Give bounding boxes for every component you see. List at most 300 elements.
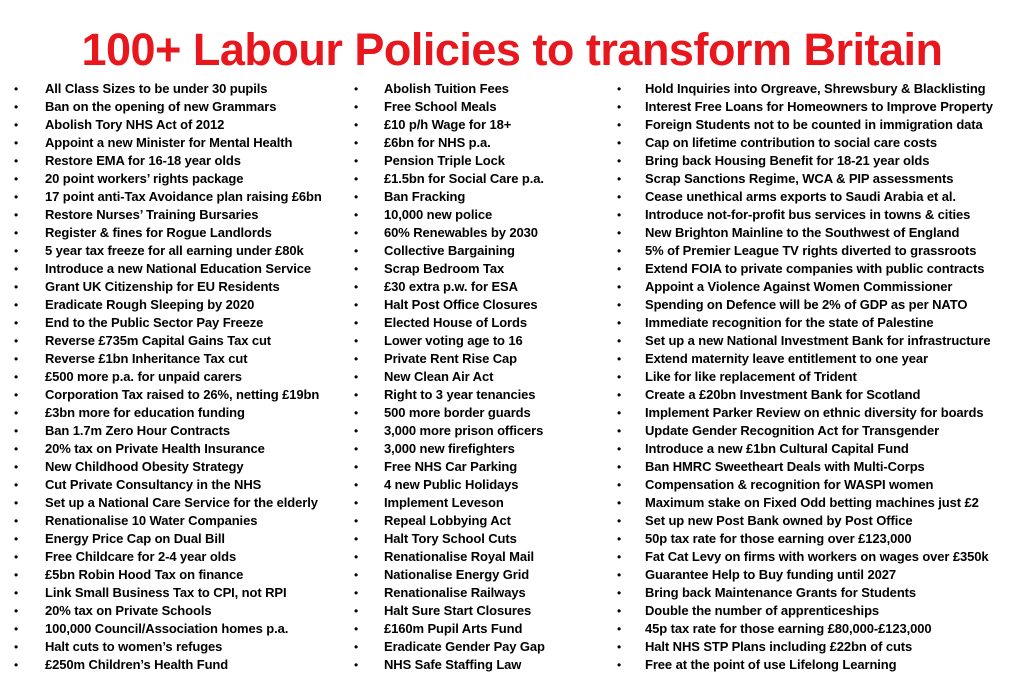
policy-text: Nationalise Energy Grid [384,567,530,582]
policy-item [617,278,1022,296]
bullet-icon: • [354,82,359,96]
policy-text: Renationalise Railways [384,585,526,600]
policy-item [617,530,1022,548]
policy-text: Bring back Housing Benefit for 18-21 year olds [645,153,930,168]
bullet-icon: • [617,118,622,132]
bullet-icon: • [617,514,622,528]
policy-item [617,170,1022,188]
policy-text: All Class Sizes to be under 30 pupils [45,81,268,96]
bullet-icon: • [14,478,19,492]
policy-item [14,566,354,584]
policy-item [354,656,618,674]
bullet-icon: • [354,100,359,114]
policy-text: Introduce a new National Education Service [45,261,311,276]
policy-text: Halt Tory School Cuts [384,531,517,546]
policy-text: 20% tax on Private Schools [45,603,212,618]
policy-item [354,296,618,314]
bullet-icon: • [617,190,622,204]
policy-text: Restore Nurses’ Training Bursaries [45,207,259,222]
policy-text: Reverse £1bn Inheritance Tax cut [45,351,248,366]
bullet-icon: • [354,244,359,258]
policy-text: Abolish Tuition Fees [384,81,509,96]
policy-item [14,404,354,422]
policy-item [14,260,354,278]
policy-text: Renationalise 10 Water Companies [45,513,258,528]
policy-item [617,458,1022,476]
policy-text: Scrap Bedroom Tax [384,261,505,276]
policy-item [354,602,618,620]
policy-item [617,98,1022,116]
policy-item [617,188,1022,206]
bullet-icon: • [14,622,19,636]
policy-text: Scrap Sanctions Regime, WCA & PIP assessments [645,171,954,186]
policy-text: Cut Private Consultancy in the NHS [45,477,262,492]
bullet-icon: • [617,262,622,276]
bullet-icon: • [617,298,622,312]
policy-text: Hold Inquiries into Orgreave, Shrewsbury & Blacklisting [645,81,986,96]
policy-text: Ban on the opening of new Grammars [45,99,277,114]
policy-item [14,368,354,386]
policy-text: Halt cuts to women’s refuges [45,639,223,654]
bullet-icon: • [354,316,359,330]
policy-item [354,584,618,602]
bullet-icon: • [14,352,19,366]
policy-text: Halt Post Office Closures [384,297,538,312]
policy-text: Halt NHS STP Plans including £22bn of cuts [645,639,913,654]
policy-text: Foreign Students not to be counted in immigration data [645,117,983,132]
policy-item [354,170,618,188]
policy-text: Corporation Tax raised to 26%, netting £19bn [45,387,320,402]
policy-item [354,80,618,98]
bullet-icon: • [14,172,19,186]
bullet-icon: • [617,424,622,438]
bullet-icon: • [617,640,622,654]
bullet-icon: • [14,280,19,294]
policy-item [354,566,618,584]
policy-text: Eradicate Gender Pay Gap [384,639,545,654]
policy-text: Extend maternity leave entitlement to one year [645,351,928,366]
bullet-icon: • [14,136,19,150]
policy-text: Restore EMA for 16-18 year olds [45,153,241,168]
policy-item [617,296,1022,314]
policy-item [14,242,354,260]
bullet-icon: • [354,370,359,384]
bullet-icon: • [14,208,19,222]
policy-item [354,494,618,512]
bullet-icon: • [617,370,622,384]
policy-item [14,440,354,458]
policy-item [617,476,1022,494]
bullet-icon: • [354,604,359,618]
policy-text: New Childhood Obesity Strategy [45,459,244,474]
policy-item [617,620,1022,638]
policy-item [354,224,618,242]
bullet-icon: • [617,244,622,258]
policy-text: Like for like replacement of Trident [645,369,857,384]
policy-item [14,656,354,674]
bullet-icon: • [354,586,359,600]
policy-item [354,206,618,224]
policy-text: £500 more p.a. for unpaid carers [45,369,242,384]
policy-text: £160m Pupil Arts Fund [384,621,523,636]
policy-text: Maximum stake on Fixed Odd betting machines just £2 [645,495,979,510]
policy-text: Ban Fracking [384,189,466,204]
bullet-icon: • [354,460,359,474]
bullet-icon: • [617,316,622,330]
policy-item [14,152,354,170]
policy-item [14,350,354,368]
bullet-icon: • [617,604,622,618]
policy-item [354,476,618,494]
bullet-icon: • [14,226,19,240]
bullet-icon: • [14,370,19,384]
policy-text: Fat Cat Levy on firms with workers on wages over £350k [645,549,989,564]
bullet-icon: • [617,388,622,402]
bullet-icon: • [354,658,359,672]
bullet-icon: • [354,406,359,420]
policy-item [14,638,354,656]
policy-item [354,530,618,548]
policy-item [354,620,618,638]
bullet-icon: • [14,550,19,564]
bullet-icon: • [617,550,622,564]
policy-text: 4 new Public Holidays [384,477,519,492]
bullet-icon: • [617,478,622,492]
policy-text: Implement Parker Review on ethnic diversity for boards [645,405,984,420]
policy-item [14,422,354,440]
bullet-icon: • [617,172,622,186]
bullet-icon: • [617,532,622,546]
policy-text: Reverse £735m Capital Gains Tax cut [45,333,272,348]
policy-item [14,278,354,296]
bullet-icon: • [617,406,622,420]
policy-text: Extend FOIA to private companies with public contracts [645,261,985,276]
bullet-icon: • [14,496,19,510]
policy-text: NHS Safe Staffing Law [384,657,522,672]
bullet-icon: • [617,280,622,294]
policy-item [14,296,354,314]
policy-text: Energy Price Cap on Dual Bill [45,531,225,546]
policy-item [617,116,1022,134]
policy-text: 3,000 new firefighters [384,441,515,456]
policy-item [617,314,1022,332]
bullet-icon: • [14,100,19,114]
policy-text: £10 p/h Wage for 18+ [384,117,512,132]
bullet-icon: • [354,118,359,132]
policy-text: 20 point workers’ rights package [45,171,244,186]
policy-column-1 [14,80,354,674]
policy-item [354,116,618,134]
policy-text: Interest Free Loans for Homeowners to Improve Property [645,99,993,114]
policy-item [354,134,618,152]
bullet-icon: • [14,118,19,132]
policy-item [354,512,618,530]
policy-item [354,332,618,350]
policy-item [617,332,1022,350]
policy-text: New Brighton Mainline to the Southwest of England [645,225,960,240]
policy-item [14,188,354,206]
policy-item [14,512,354,530]
policy-item [617,494,1022,512]
bullet-icon: • [617,658,622,672]
policy-text: 45p tax rate for those earning £80,000-£123,000 [645,621,932,636]
policy-column-3 [617,80,1022,674]
policy-text: £5bn Robin Hood Tax on finance [45,567,244,582]
policy-item [14,530,354,548]
policy-item [354,422,618,440]
policy-text: £30 extra p.w. for ESA [384,279,518,294]
bullet-icon: • [617,352,622,366]
policy-item [617,134,1022,152]
policy-item [14,314,354,332]
bullet-icon: • [354,280,359,294]
policy-text: 100,000 Council/Association homes p.a. [45,621,289,636]
bullet-icon: • [617,622,622,636]
policy-item [354,440,618,458]
policy-item [617,242,1022,260]
policy-item [354,260,618,278]
bullet-icon: • [14,442,19,456]
bullet-icon: • [354,478,359,492]
bullet-icon: • [14,154,19,168]
policy-item [14,458,354,476]
policy-item [14,98,354,116]
policy-item [354,314,618,332]
bullet-icon: • [617,568,622,582]
bullet-icon: • [617,442,622,456]
policy-column-2 [354,80,618,674]
policy-text: Right to 3 year tenancies [384,387,536,402]
bullet-icon: • [14,406,19,420]
bullet-icon: • [14,334,19,348]
policy-text: Set up a new National Investment Bank for infrastructure [645,333,991,348]
bullet-icon: • [354,514,359,528]
policy-item [617,152,1022,170]
policy-item [14,332,354,350]
policy-text: Introduce a new £1bn Cultural Capital Fund [645,441,909,456]
policy-text: 10,000 new police [384,207,493,222]
policy-text: End to the Public Sector Pay Freeze [45,315,264,330]
policy-text: Cease unethical arms exports to Saudi Arabia et al. [645,189,956,204]
policy-text: Appoint a new Minister for Mental Health [45,135,293,150]
policy-item [14,602,354,620]
policy-item [617,584,1022,602]
policy-item [617,566,1022,584]
bullet-icon: • [14,586,19,600]
bullet-icon: • [14,298,19,312]
policy-item [14,494,354,512]
policy-item [617,440,1022,458]
policy-item [617,422,1022,440]
bullet-icon: • [354,640,359,654]
policy-text: Register & fines for Rogue Landlords [45,225,272,240]
policy-text: Immediate recognition for the state of Palestine [645,315,934,330]
bullet-icon: • [354,532,359,546]
policy-text: Create a £20bn Investment Bank for Scotland [645,387,921,402]
bullet-icon: • [617,100,622,114]
bullet-icon: • [354,622,359,636]
policy-item [617,656,1022,674]
bullet-icon: • [354,136,359,150]
bullet-icon: • [14,190,19,204]
policy-item [617,386,1022,404]
policy-item [617,404,1022,422]
policy-item [14,386,354,404]
bullet-icon: • [14,532,19,546]
policy-text: £1.5bn for Social Care p.a. [384,171,544,186]
policy-item [14,548,354,566]
policy-text: Link Small Business Tax to CPI, not RPI [45,585,287,600]
policy-item [14,476,354,494]
bullet-icon: • [354,262,359,276]
page-title: 100+ Labour Policies to transform Britain [81,24,943,75]
policy-item [617,602,1022,620]
policy-text: 60% Renewables by 2030 [384,225,538,240]
policy-text: Free Childcare for 2-4 year olds [45,549,237,564]
policy-text: 500 more border guards [384,405,531,420]
bullet-icon: • [354,154,359,168]
policy-item [617,548,1022,566]
bullet-icon: • [14,658,19,672]
policy-item [14,206,354,224]
policy-text: Pension Triple Lock [384,153,505,168]
policy-item [14,80,354,98]
policy-text: Free at the point of use Lifelong Learning [645,657,897,672]
policy-item [617,260,1022,278]
policy-text: Update Gender Recognition Act for Transgender [645,423,940,438]
policy-text: Ban HMRC Sweetheart Deals with Multi-Corps [645,459,925,474]
bullet-icon: • [354,568,359,582]
policy-item [354,188,618,206]
policy-text: Lower voting age to 16 [384,333,523,348]
policy-text: 3,000 more prison officers [384,423,544,438]
policy-item [354,368,618,386]
policy-text: Collective Bargaining [384,243,515,258]
policy-text: 5 year tax freeze for all earning under £80k [45,243,304,258]
bullet-icon: • [354,352,359,366]
policy-item [617,512,1022,530]
policy-item [14,620,354,638]
policy-text: 50p tax rate for those earning over £123,000 [645,531,912,546]
bullet-icon: • [354,496,359,510]
policy-text: Spending on Defence will be 2% of GDP as per NATO [645,297,968,312]
bullet-icon: • [617,82,622,96]
policy-text: Elected House of Lords [384,315,527,330]
bullet-icon: • [354,442,359,456]
bullet-icon: • [617,460,622,474]
policy-text: Grant UK Citizenship for EU Residents [45,279,280,294]
bullet-icon: • [14,640,19,654]
bullet-icon: • [14,604,19,618]
policy-text: Eradicate Rough Sleeping by 2020 [45,297,255,312]
policy-text: Cap on lifetime contribution to social care costs [645,135,937,150]
policy-item [617,80,1022,98]
policy-text: Introduce not-for-profit bus services in towns & cities [645,207,971,222]
bullet-icon: • [617,496,622,510]
policy-item [14,584,354,602]
policy-item [354,404,618,422]
bullet-icon: • [14,316,19,330]
policy-text: Repeal Lobbying Act [384,513,511,528]
policy-text: Private Rent Rise Cap [384,351,518,366]
policy-text: Free NHS Car Parking [384,459,518,474]
policy-item [354,638,618,656]
policy-text: 5% of Premier League TV rights diverted to grassroots [645,243,977,258]
policy-item [14,116,354,134]
bullet-icon: • [354,298,359,312]
bullet-icon: • [354,190,359,204]
policy-item [354,458,618,476]
bullet-icon: • [617,226,622,240]
bullet-icon: • [354,334,359,348]
bullet-icon: • [14,262,19,276]
policy-text: £3bn more for education funding [45,405,245,420]
policy-item [617,368,1022,386]
policy-text: New Clean Air Act [384,369,494,384]
policy-text: Guarantee Help to Buy funding until 2027 [645,567,896,582]
policy-text: Set up a National Care Service for the elderly [45,495,318,510]
policy-text: Implement Leveson [384,495,504,510]
bullet-icon: • [354,208,359,222]
policy-text: Bring back Maintenance Grants for Students [645,585,917,600]
policy-text: Halt Sure Start Closures [384,603,532,618]
bullet-icon: • [14,424,19,438]
bullet-icon: • [14,244,19,258]
policy-item [617,206,1022,224]
policy-item [14,224,354,242]
bullet-icon: • [354,388,359,402]
policy-text: Renationalise Royal Mail [384,549,535,564]
bullet-icon: • [354,172,359,186]
policy-item [617,638,1022,656]
bullet-icon: • [354,424,359,438]
bullet-icon: • [14,82,19,96]
bullet-icon: • [354,550,359,564]
policy-text: £6bn for NHS p.a. [384,135,491,150]
bullet-icon: • [617,586,622,600]
bullet-icon: • [354,226,359,240]
policy-item [14,134,354,152]
policy-text: Appoint a Violence Against Women Commissioner [645,279,953,294]
policy-item [354,386,618,404]
policy-text: Compensation & recognition for WASPI women [645,477,934,492]
policy-item [354,242,618,260]
bullet-icon: • [14,568,19,582]
policy-item [354,548,618,566]
bullet-icon: • [14,460,19,474]
bullet-icon: • [617,208,622,222]
policy-text: Set up new Post Bank owned by Post Office [645,513,913,528]
policy-item [617,224,1022,242]
policy-item [354,152,618,170]
bullet-icon: • [14,514,19,528]
policy-text: 17 point anti-Tax Avoidance plan raising £6bn [45,189,322,204]
policy-text: £250m Children’s Health Fund [45,657,229,672]
policy-item [354,350,618,368]
policy-text: Abolish Tory NHS Act of 2012 [45,117,225,132]
policy-text: Ban 1.7m Zero Hour Contracts [45,423,231,438]
policy-item [617,350,1022,368]
bullet-icon: • [617,154,622,168]
bullet-icon: • [14,388,19,402]
bullet-icon: • [617,334,622,348]
policy-item [14,170,354,188]
policy-item [354,278,618,296]
policy-text: Free School Meals [384,99,497,114]
policy-text: 20% tax on Private Health Insurance [45,441,265,456]
policy-item [354,98,618,116]
policy-text: Double the number of apprenticeships [645,603,880,618]
